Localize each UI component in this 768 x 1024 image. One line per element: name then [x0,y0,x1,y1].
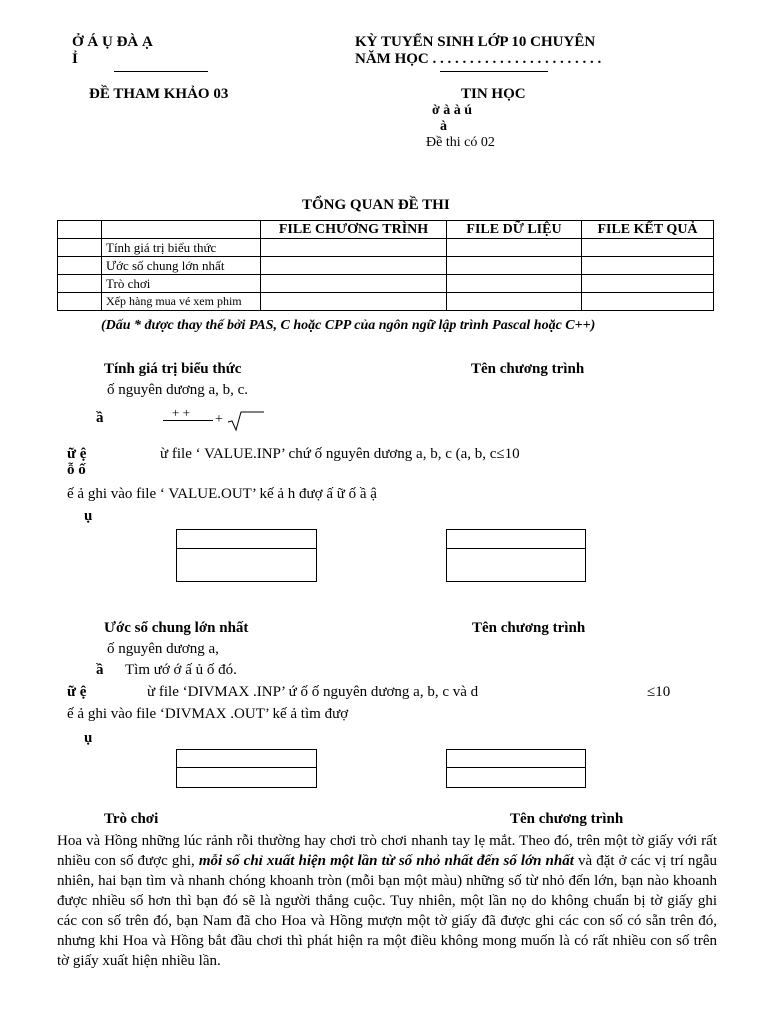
overview-title: TỔNG QUAN ĐỀ THI [302,197,450,213]
problem2-line2: Tìm ướ ớ ấ ủ ố đó. [125,662,237,678]
exam-code: ĐỀ THAM KHẢO 03 [89,86,229,102]
header-dept-line2: Ỉ [72,51,78,67]
fraction-bar [163,420,213,421]
problem1-example-label: ụ [84,508,93,524]
page-count: Đề thi có 02 [426,135,495,150]
example1-output-box [446,529,586,582]
table-cell: Xếp hàng mua vé xem phim [102,293,261,311]
table-header-cell [102,221,261,239]
time-line-2: à [440,119,447,134]
problem1-output-desc: ế ả ghi vào file ‘ VALUE.OUT’ kế ả h đượ ấ ữ ố ầ ậ [67,486,377,502]
overview-table [57,220,714,311]
problem1-line1: ố nguyên dương a, b, c. [107,382,249,398]
table-row [58,293,714,311]
problem2-program-label: Tên chương trình [472,620,586,636]
problem2-title: Ước số chung lớn nhất [104,620,249,636]
subject: TIN HỌC [461,86,526,102]
table-row [58,275,714,293]
problem3-program-label: Tên chương trình [510,811,624,827]
problem1-input-label: ữ ệ [67,446,87,462]
problem3-paragraph [57,831,717,971]
header-right-underline [440,71,548,72]
problem2-line2-label: ầ [96,662,104,678]
header-school-year: NĂM HỌC . . . . . . . . . . . . . . . . . . . . . . . [355,51,602,67]
table-header-cell: FILE KẾT QUẢ [582,221,714,239]
paragraph-end: và đặt ở các vị trí ngẫu nhiên, hai bạn tìm và nhanh chóng khoanh tròn (mỗi bạn một màu) những số từ nhỏ đến lớn, bạn nào khoanh được nhiều số hơn thì bạn đó sẽ là người thắng cuộc. Tuy nhiên, một lần nọ do không chuẩn bị tờ giấy ghi các con số trên đó, bạn Nam đã cho Hoa và Hồng mượn một tờ giấy đã được ghi các con số có sẵn trên đó, nhưng khi Hoa và Hồng bắt đầu chơi thì phát hiện ra một điều không mong muốn là có rất nhiều con số trên tờ giấy xuất hiện nhiều lần. [57,853,717,969]
paragraph-start: Hoa và Hồng những lúc rảnh rỗi thường hay chơi trò chơi nhanh tay lẹ mắt. Theo đó, trên một tờ giấy với rất nhiều con số được ghi, [57,833,717,869]
time-line: ờ à à ú [432,103,473,118]
header-dept: Ở Á Ụ ĐÀ Ạ [72,34,153,50]
problem2-input-label: ữ ệ [67,684,87,700]
header-left-underline [114,71,208,72]
table-row [58,257,714,275]
problem2-input-desc: ừ file ‘DIVMAX .INP’ ứ ố ố nguyên dương a, b, c và d [147,684,479,700]
example2-output-box [446,749,586,788]
table-header-cell [58,221,102,239]
example2-input-box [176,749,317,788]
problem1-input-line2: ỗ ố [67,462,86,478]
overview-note: (Dấu * được thay thế bởi PAS, C hoặc CPP của ngôn ngữ lập trình Pascal hoặc C++) [101,318,596,333]
table-header-cell: FILE CHƯƠNG TRÌNH [261,221,447,239]
problem1-title: Tính giá trị biểu thức [104,361,242,377]
problem2-example-label: ụ [84,730,93,746]
problem3-title: Trò chơi [104,811,159,827]
sqrt-symbol [226,410,266,432]
formula-numerator: + + [172,405,190,420]
problem2-input-limit: ≤10 [647,684,671,700]
problem1-program-label: Tên chương trình [471,361,585,377]
table-header-cell: FILE DỮ LIỆU [447,221,582,239]
example1-input-box [176,529,317,582]
problem2-output-desc: ế ả ghi vào file ‘DIVMAX .OUT’ kế ả tìm đượ [67,706,349,722]
problem1-line2: ầ [96,410,104,426]
problem1-input-desc: ừ file ‘ VALUE.INP’ chứ ố nguyên dương a, b, c (a, b, c≤10 [160,446,520,462]
problem2-line1: ố nguyên dương a, [107,641,219,657]
header-exam-title: KỲ TUYỂN SINH LỚP 10 CHUYÊN [355,34,596,50]
table-row [58,239,714,257]
table-cell: Tính giá trị biểu thức [102,239,261,257]
table-cell: Trò chơi [102,275,261,293]
paragraph-emphasis: mỗi số chỉ xuất hiện một lần từ số nhỏ nhất đến số lớn nhất [198,853,574,869]
table-header-row [58,221,714,239]
formula-plus: + [215,412,223,427]
table-cell: Ước số chung lớn nhất [102,257,261,275]
